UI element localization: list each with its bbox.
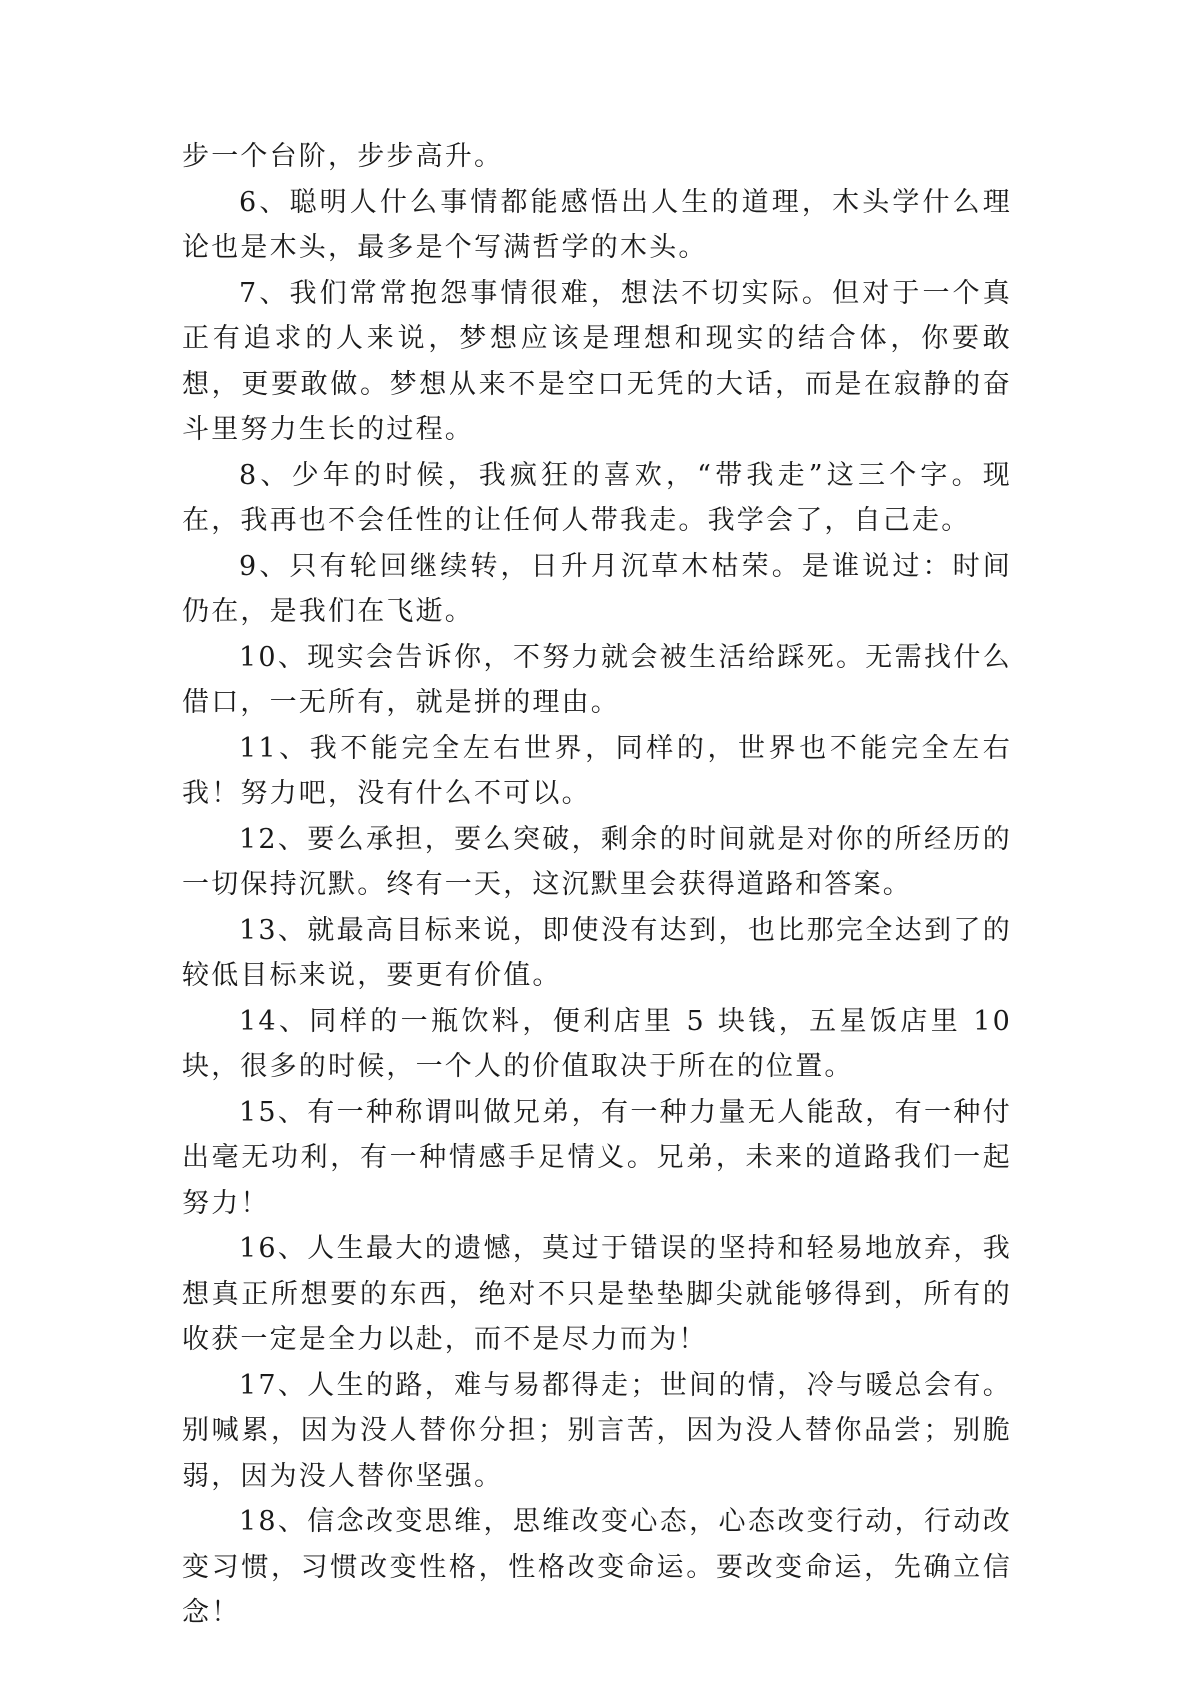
paragraph-12: 12、要么承担，要么突破，剩余的时间就是对你的所经历的一切保持沉默。终有一天，这沉默里会获得道路和答案。 bbox=[182, 823, 1012, 900]
paragraph-6: 6、聪明人什么事情都能感悟出人生的道理，木头学什么理论也是木头，最多是个写满哲学的木头。 bbox=[182, 186, 1012, 263]
paragraph-18: 18、信念改变思维，思维改变心态，心态改变行动，行动改变习惯，习惯改变性格，性格改变命运。要改变命运，先确立信念！ bbox=[182, 1506, 1012, 1628]
paragraph-15: 15、有一种称谓叫做兄弟，有一种力量无人能敌，有一种付出毫无功利，有一种情感手足情义。兄弟，未来的道路我们一起努力！ bbox=[182, 1096, 1012, 1219]
paragraph-14: 14、同样的一瓶饮料，便利店里 5 块钱，五星饭店里 10 块，很多的时候，一个人的价值取决于所在的位置。 bbox=[182, 1005, 1012, 1082]
paragraph-7: 7、我们常常抱怨事情很难，想法不切实际。但对于一个真正有追求的人来说，梦想应该是理想和现实的结合体，你要敢想，更要敢做。梦想从来不是空口无凭的大话，而是在寂静的奋斗里努力生长的过程。 bbox=[182, 277, 1012, 445]
paragraph-16: 16、人生最大的遗憾，莫过于错误的坚持和轻易地放弃，我想真正所想要的东西，绝对不只是垫垫脚尖就能够得到，所有的收获一定是全力以赴，而不是尽力而为！ bbox=[182, 1233, 1012, 1355]
paragraph-10: 10、现实会告诉你，不努力就会被生活给踩死。无需找什么借口，一无所有，就是拼的理由。 bbox=[182, 641, 1012, 718]
paragraph-17: 17、人生的路，难与易都得走；世间的情，冷与暖总会有。别喊累，因为没人替你分担；别言苦，因为没人替你品尝；别脆弱，因为没人替你坚强。 bbox=[182, 1369, 1012, 1492]
paragraph-9: 9、只有轮回继续转，日升月沉草木枯荣。是谁说过：时间仍在，是我们在飞逝。 bbox=[182, 550, 1012, 627]
paragraph-11: 11、我不能完全左右世界，同样的，世界也不能完全左右我！努力吧，没有什么不可以。 bbox=[182, 732, 1012, 809]
paragraph-8: 8、少年的时候，我疯狂的喜欢，“带我走”这三个字。现在，我再也不会任性的让任何人带我走。我学会了，自己走。 bbox=[182, 459, 1012, 536]
document-body bbox=[182, 134, 1012, 1636]
paragraph-continuation: 步一个台阶，步步高升。 bbox=[182, 141, 504, 172]
paragraph-13: 13、就最高目标来说，即使没有达到，也比那完全达到了的较低目标来说，要更有价值。 bbox=[182, 914, 1012, 991]
